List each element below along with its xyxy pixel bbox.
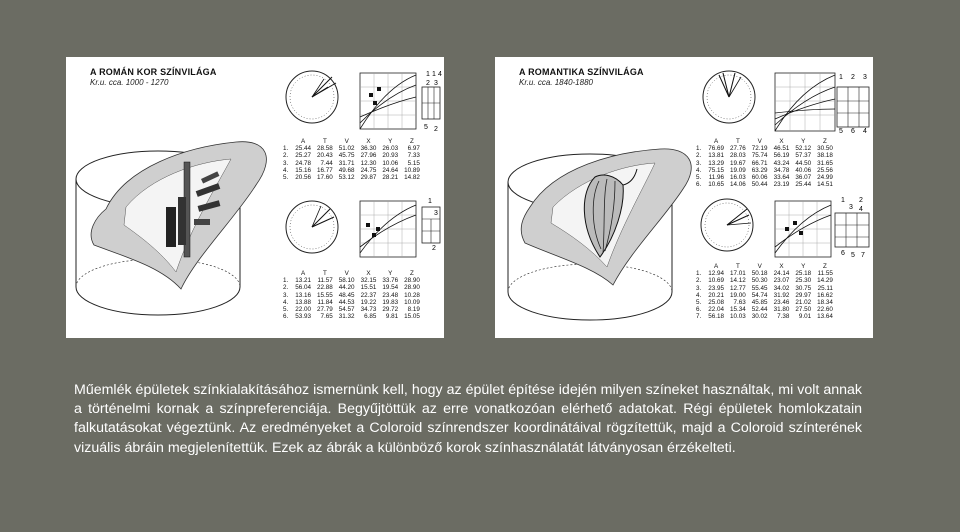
table-row: 7. 56.18 10.03 30.02 7.38 9.01 13.64 — [696, 313, 833, 321]
table-row: 3. 23.95 12.77 55.45 34.02 30.75 25.11 — [696, 284, 833, 292]
legend-number: 1 — [426, 71, 430, 78]
table-row: 3. 13.16 15.55 48.45 22.37 23.48 10.28 — [283, 291, 420, 299]
caption-text: Műemlék épületek színkialakításához ismernünk kell, hogy az épület építése idején milyen színeket használtak, mi volt annak a történelmi kornak a színpreferenciája. Begyűjtöttük az erre vonatkozóan elérhető adatokat. Régi épületek homlokzatain falkutatásokat végeztünk. Az eredményeket a Coloroid színrendszer koordinátáival rögzítettük, majd a Coloroid színterének vizuális ábráin megjelenítettük. Ezek az ábrák a különböző korok színhasználatát látványosan érzékelteti. — [74, 382, 862, 456]
table-row: 4. 13.88 11.84 44.53 19.22 19.83 10.09 — [283, 298, 420, 306]
coloroid-data-table — [693, 138, 836, 188]
legend-number: 3 — [849, 204, 853, 211]
table-row: 1. 76.69 27.76 72.19 46.51 52.12 30.50 — [696, 145, 833, 153]
table-row: 3. 24.78 7.44 31.71 12.30 10.06 5.15 — [283, 159, 420, 167]
table-row: 1. 13.21 11.57 58.10 32.15 33.76 28.90 — [283, 277, 420, 285]
panel-subtitle: Kr.u. cca. 1840-1880 — [519, 78, 593, 87]
column-header: T — [322, 138, 327, 145]
legend-number: 1 — [428, 198, 432, 205]
legend-number: 4 — [863, 128, 867, 135]
legend-number: 5 — [851, 252, 855, 259]
table-row: 1. 25.44 28.58 51.02 36.30 26.03 6.97 — [283, 145, 420, 153]
column-header: V — [757, 263, 762, 270]
column-header: Z — [823, 263, 827, 270]
legend-number: 2 — [859, 197, 863, 204]
column-header: V — [757, 138, 762, 145]
column-header: Z — [823, 138, 827, 145]
table-row: 6. 10.65 14.06 50.44 23.19 25.44 14.51 — [696, 181, 833, 189]
legend-number: 3 — [434, 80, 438, 87]
column-header: A — [301, 270, 306, 277]
column-header: V — [344, 138, 349, 145]
table-row: 1. 12.94 17.01 50.18 24.14 25.18 11.55 — [696, 270, 833, 278]
column-header: A — [714, 263, 719, 270]
coloroid-data-table — [280, 138, 423, 181]
panel-title: A ROMANTIKA SZÍNVILÁGA — [519, 67, 644, 77]
coloroid-data-table — [693, 263, 836, 321]
column-header: Y — [801, 138, 806, 145]
table-row: 6. 53.93 7.65 31.32 6.85 9.81 15.05 — [283, 313, 420, 321]
figure-panel-romanesque — [66, 57, 444, 338]
table-row: 3. 13.29 19.67 66.71 43.24 44.50 31.65 — [696, 159, 833, 167]
legend-number: 5 — [839, 128, 843, 135]
table-row: 2. 25.27 20.43 45.75 27.96 20.93 7.33 — [283, 152, 420, 160]
column-header: X — [779, 138, 784, 145]
legend-number: 3 — [434, 210, 438, 217]
column-header: Y — [388, 138, 393, 145]
legend-number: 6 — [851, 128, 855, 135]
figure-panel-romanticism — [495, 57, 873, 338]
legend-number: 1 — [839, 74, 843, 81]
legend-number: 4 — [859, 206, 863, 213]
column-header: X — [366, 270, 371, 277]
legend-number: 1 — [841, 197, 845, 204]
column-header: Z — [410, 138, 414, 145]
column-header: Z — [410, 270, 414, 277]
column-header: T — [735, 263, 740, 270]
table-row: 2. 10.69 14.12 50.30 23.07 25.30 14.29 — [696, 277, 833, 285]
table-row: 5. 25.08 7.63 45.85 23.46 21.02 18.34 — [696, 299, 833, 307]
legend-number: 1 — [432, 71, 436, 78]
legend-number: 2 — [426, 80, 430, 87]
table-row: 5. 11.96 16.03 60.06 33.64 36.07 24.99 — [696, 174, 833, 182]
table-row: 5. 22.00 27.79 54.57 34.73 29.72 8.19 — [283, 306, 420, 314]
column-header: Y — [388, 270, 393, 277]
legend-number: 4 — [438, 71, 442, 78]
table-row: 2. 13.81 28.03 75.74 56.19 57.37 38.18 — [696, 152, 833, 160]
column-header: A — [301, 138, 306, 145]
column-header: X — [779, 263, 784, 270]
legend-number: 5 — [424, 124, 428, 131]
coloroid-data-table — [280, 270, 423, 320]
column-header: Y — [801, 263, 806, 270]
table-row: 4. 20.21 19.00 54.74 31.92 29.97 16.62 — [696, 291, 833, 299]
table-row: 4. 75.15 19.09 63.29 34.78 40.06 25.56 — [696, 166, 833, 174]
legend-number: 7 — [861, 252, 865, 259]
column-header: A — [714, 138, 719, 145]
table-row: 2. 56.04 22.88 44.20 15.51 19.54 28.90 — [283, 284, 420, 292]
legend-number: 2 — [434, 126, 438, 133]
column-header: T — [322, 270, 327, 277]
table-row: 4. 15.16 16.77 49.68 24.75 24.64 10.89 — [283, 166, 420, 174]
column-header: X — [366, 138, 371, 145]
legend-number: 2 — [432, 245, 436, 252]
column-header: V — [344, 270, 349, 277]
table-row: 5. 20.56 17.60 53.12 29.87 28.21 14.82 — [283, 174, 420, 182]
column-header: T — [735, 138, 740, 145]
panel-subtitle: Kr.u. cca. 1000 - 1270 — [90, 78, 169, 87]
legend-number: 2 — [851, 74, 855, 81]
legend-number: 6 — [841, 250, 845, 257]
legend-number: 3 — [863, 74, 867, 81]
panel-title: A ROMÁN KOR SZÍNVILÁGA — [90, 67, 217, 77]
table-row: 6. 22.04 15.34 52.44 31.80 27.50 22.60 — [696, 306, 833, 314]
